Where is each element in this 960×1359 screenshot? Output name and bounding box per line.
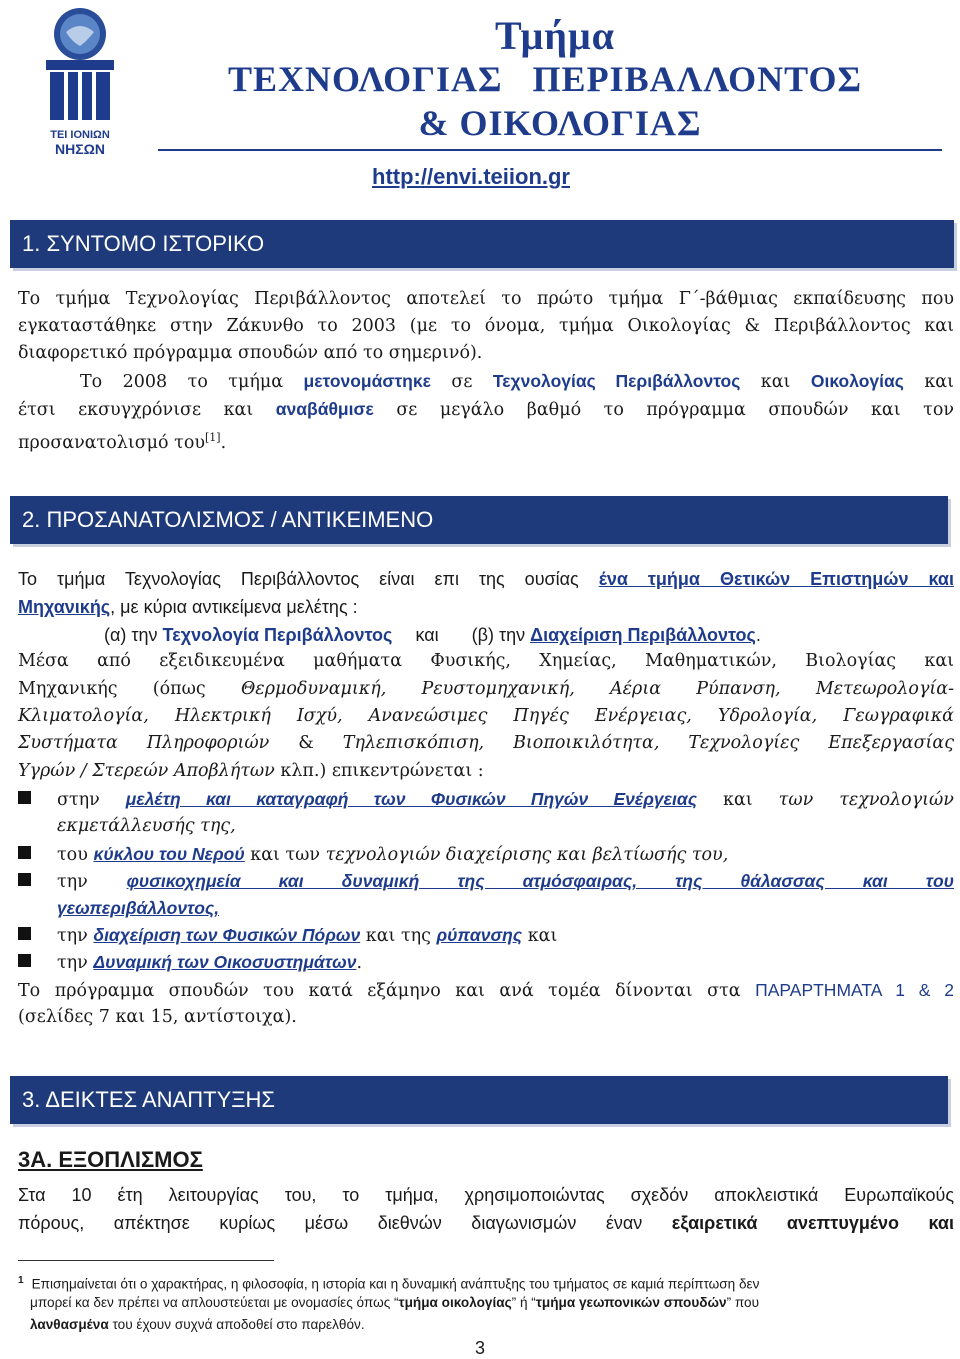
square-bullet-icon: [18, 846, 31, 859]
s1-p2-line3: προσανατολισμό του[1].: [18, 431, 227, 453]
bullet-3-cont: γεωπεριβάλλοντος,: [57, 898, 220, 918]
s2-line1: Το τμήμα Τεχνολογίας Περιβάλλοντος είναι επι της ουσίας ένα τμήμα Θετικών Επιστημών και: [18, 569, 954, 589]
footnote-line2: μπορεί κα δεν πρέπει να απλουστεύεται με ονομασίες όπως “τμήμα οικολογίας” ή “τμήμα γεωπονικών σπουδών” που: [30, 1295, 760, 1310]
s2-objectives: (α) την Τεχνολογία Περιβάλλοντος και (β) την Διαχείριση Περιβάλλοντος.: [104, 625, 761, 645]
logo-text-1: ΤΕΙ ΙΟΝΙΩΝ: [50, 129, 110, 141]
section-1-heading: 1. ΣΥΝΤΟΜΟ ΙΣΤΟΡΙΚΟ: [10, 220, 954, 268]
bullet-2: του κύκλου του Νερού και των τεχνολογιών διαχείρισης και βελτίωσής του,: [18, 841, 954, 869]
section-2-heading: 2. ΠΡΟΣΑΝΑΤΟΛΙΣΜΟΣ / ΑΝΤΙΚΕΙΜΕΝΟ: [10, 496, 948, 544]
bullet-3: την φυσικοχημεία και δυναμική της ατμόσφαιρας, της θάλασσας και του: [18, 868, 954, 896]
bullet-1: στην μελέτη και καταγραφή των Φυσικών Πηγών Ενέργειας και των τεχνολογιών: [18, 786, 954, 814]
header-dept-line2: & ΟΙΚΟΛΟΓΙΑΣ: [418, 103, 702, 143]
s1-p2-line2: έτσι εκσυγχρόνισε και αναβάθμισε σε μεγάλο βαθμό το πρόγραμμα σπουδών και τον: [18, 399, 954, 420]
appendix-link[interactable]: ΠΑΡΑΡΤΗΜΑΤΑ 1 & 2: [755, 980, 954, 1000]
s1-p1-line1: Το τμήμα Τεχνολογίας Περιβάλλοντος αποτελεί το πρώτο τμήμα Γ΄-βάθμιας εκπαίδευσης που: [18, 289, 954, 309]
s2-m1: Μέσα από εξειδικευμένα μαθήματα Φυσικής, Χημείας, Μαθηματικών, Βιολογίας και: [18, 651, 954, 671]
bullet-4: την διαχείριση των Φυσικών Πόρων και της ρύπανσης και: [18, 922, 954, 950]
header-divider: [158, 149, 942, 151]
s2-line2: Μηχανικής, με κύρια αντικείμενα μελέτης :: [18, 597, 358, 617]
s1-p2-line1: Το 2008 το τμήμα μετονομάστηκε σε Τεχνολογίας Περιβάλλοντος και Οικολογίας και: [80, 371, 954, 392]
s3-line1: Στα 10 έτη λειτουργίας του, το τμήμα, χρησιμοποιώντας σχεδόν αποκλειστικά Ευρωπαϊκούς: [18, 1185, 954, 1205]
s2-m2: Μηχανικής (όπως Θερμοδυναμική, Ρευστομηχανική, Αέρια Ρύπανση, Μετεωρολογία-: [18, 679, 954, 699]
s1-p1-line2: εγκαταστάθηκε στην Ζάκυνθο το 2003 (με το όνομα, τμήμα Οικολογίας & Περιβάλλοντος και: [18, 316, 954, 336]
header-title: Τμήμα: [495, 13, 615, 58]
bullet-1-cont: εκμετάλλευσής της,: [57, 816, 236, 836]
footnote-divider: [18, 1260, 274, 1261]
program-line: Το πρόγραμμα σπουδών του κατά εξάμηνο και ανά τομέα δίνονται στα ΠΑΡΑΡΤΗΜΑΤΑ 1 & 2: [18, 980, 954, 1001]
header-dept-line1: ΤΕΧΝΟΛΟΓΙΑΣ ΠΕΡΙΒΑΛΛΟΝΤΟΣ: [228, 59, 862, 99]
section-3a-heading: 3Α. ΕΞΟΠΛΙΣΜΟΣ: [18, 1147, 203, 1172]
footnote-line3: λανθασμένα του έχουν συχνά αποδοθεί στο παρελθόν.: [30, 1317, 365, 1332]
s1-p1-line3: διαφορετικό πρόγραμμα σπουδών από το σημερινό).: [18, 343, 483, 363]
s2-m4: Συστήματα Πληροφοριών & Τηλεπισκόπιση, Βιοποικιλότητα, Τεχνολογίες Επεξεργασίας: [18, 733, 954, 753]
program-line-2: (σελίδες 7 και 15, αντίστοιχα).: [18, 1007, 297, 1027]
s3-line2: πόρους, απέκτησε κυρίως μέσω διεθνών διαγωνισμών έναν εξαιρετικά ανεπτυγμένο και: [18, 1213, 954, 1233]
logo-text-2: ΝΗΣΩΝ: [55, 141, 105, 157]
website-link[interactable]: http://envi.teiion.gr: [372, 164, 570, 189]
square-bullet-icon: [18, 954, 31, 967]
footnote-ref[interactable]: [1]: [205, 431, 221, 444]
page-number: 3: [474, 1338, 485, 1358]
section-3-heading: 3. ΔΕΙΚΤΕΣ ΑΝΑΠΤΥΞΗΣ: [10, 1076, 948, 1124]
square-bullet-icon: [18, 791, 31, 804]
footnote-line1: $^1$ Επισημαίνεται ότι ο χαρακτήρας, η φιλοσοφία, η ιστορία και η δυναμική ανάπτυξης του τμήματος σε καμιά περίπτωση δεν: [18, 1275, 760, 1292]
square-bullet-icon: [18, 873, 31, 886]
bullet-5: την Δυναμική των Οικοσυστημάτων.: [18, 949, 954, 977]
tei-logo: [42, 6, 118, 158]
s2-m5: Υγρών / Στερεών Αποβλήτων κλπ.) επικεντρώνεται :: [18, 761, 484, 781]
s2-m3: Κλιματολογία, Ηλεκτρική Ισχύ, Ανανεώσιμες Πηγές Ενέργειας, Υδρολογία, Γεωγραφικά: [18, 706, 954, 726]
square-bullet-icon: [18, 927, 31, 940]
